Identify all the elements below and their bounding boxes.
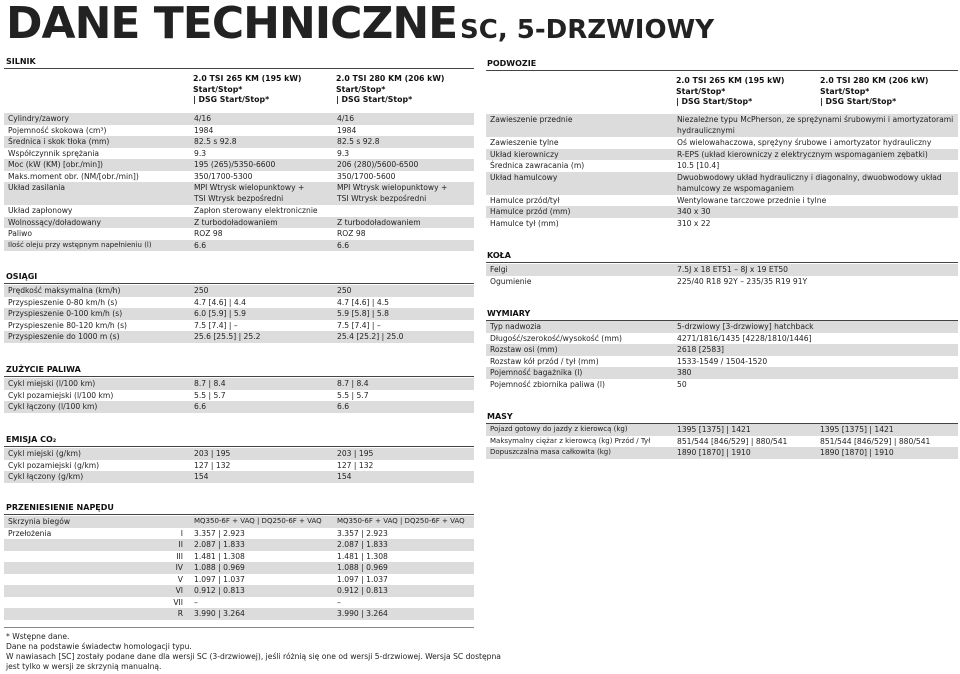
table-row [4,125,474,137]
row-label [4,574,156,586]
cell-value: 1395 [1375] | 1421 [672,424,815,436]
column-header-line: 2.0 TSI 280 KM (206 kW) [820,76,929,85]
cell-value: 0.912 | 0.813 [189,585,332,597]
row-label: Hamulce przód (mm) [486,206,672,218]
table-row [486,333,958,345]
cell-value: 1.088 | 0.969 [189,562,332,574]
table-row [486,218,958,230]
cell-value: MQ350-6F + VAQ | DQ250-6F + VAQ [332,516,474,528]
row-label: Ogumienie [486,276,672,288]
row-label: Cykl łączony (g/km) [4,471,189,483]
column-header-265 [676,76,784,108]
cell-value: 82.5 s 92.8 [332,136,474,148]
cell-value: Z turbodoładowaniem [189,217,332,229]
cell-value: 8.7 | 8.4 [332,378,474,390]
cell-value: 7.5 [7.4] | – [189,320,332,332]
row-label: Felgi [486,264,672,276]
cell-value: 6.6 [332,401,474,413]
cell-value: 1533-1549 / 1504-1520 [672,356,958,368]
row-label: Układ kierowniczy [486,149,672,161]
table-row [4,539,474,551]
cell-value: 1890 [1870] | 1910 [672,447,815,459]
row-label [4,551,156,563]
page-title [6,0,715,49]
table-row [4,390,474,402]
column-header-line: 2.0 TSI 265 KM (195 kW) [676,76,785,85]
section-rule [4,514,474,515]
cell-value: 225/40 R18 92Y – 235/35 R19 91Y [672,276,958,288]
row-label: Długość/szerokość/wysokość (mm) [486,333,672,345]
cell-value: 340 x 30 [672,206,958,218]
row-label: Prędkość maksymalna (km/h) [4,285,189,297]
cell-value: – [189,597,332,609]
row-label: Zawieszenie przednie [486,114,672,137]
cell-value: 9.3 [189,148,332,160]
table-row [486,424,958,436]
table-row [486,160,958,172]
section-heading-masy: MASY [487,412,513,421]
cell-value: 1.481 | 1.308 [332,551,474,563]
table-row [4,228,474,240]
cell-value: 2618 [2583] [672,344,958,356]
row-label: Średnica zawracania (m) [486,160,672,172]
cell-value: 154 [189,471,332,483]
cell-value: 851/544 [846/529] | 880/541 [815,436,958,448]
row-label: Moc (kW (KM) [obr./min]) [4,159,189,171]
row-label: Układ zasilania [4,182,189,205]
cell-value: Oś wielowahaczowa, sprężyny śrubowe i amortyzator hydrauliczny [672,137,958,149]
gear-label: VI [156,585,189,597]
table-row [486,447,958,459]
cell-value: 127 | 132 [189,460,332,472]
cell-value: 6.6 [189,401,332,413]
footnote-line: jest tylko w wersji ze skrzynią manualną. [6,662,162,671]
row-label [4,562,156,574]
table-row [4,113,474,125]
row-label: Średnica i skok tłoka (mm) [4,136,189,148]
cell-value: 206 (280)/5600-6500 [332,159,474,171]
cell-value: 4/16 [189,113,332,125]
row-label: Pojemność skokowa (cm³) [4,125,189,137]
cell-value: 250 [332,285,474,297]
cell-value: – [332,597,474,609]
column-header-280 [336,74,444,106]
table-row [4,471,474,483]
cell-value: 8.7 | 8.4 [189,378,332,390]
footnotes [6,632,501,672]
column-header-280 [820,76,928,108]
row-label [4,597,156,609]
section-rule [486,262,958,263]
row-label: Maksymalny ciężar z kierowcą (kg) Przód / Tył [486,436,672,448]
table-row [4,574,474,586]
section-heading-silnik: SILNIK [6,57,36,66]
table-row [4,401,474,413]
masy-table [486,424,958,459]
column-header-line: Start/Stop* [820,86,870,96]
row-label: Hamulce tył (mm) [486,218,672,230]
gear-label: VII [156,597,189,609]
cell-value: Z turbodoładowaniem [332,217,474,229]
row-label: Paliwo [4,228,189,240]
gear-label: II [156,539,189,551]
table-row [486,149,958,161]
table-row [486,172,958,195]
row-label: Przyspieszenie do 1000 m (s) [4,331,189,343]
cell-value: 250 [189,285,332,297]
naped-table [4,516,474,620]
table-row [486,264,958,276]
table-row [4,448,474,460]
cell-value: MPI Wtrysk wielopunktowy + TSI Wtrysk bezpośredni [332,182,474,205]
section-heading-podwozie: PODWOZIE [487,59,537,68]
gear-label: R [156,608,189,620]
row-label: Rozstaw osi (mm) [486,344,672,356]
table-row [486,436,958,448]
row-label [4,608,156,620]
section-rule [4,283,474,284]
cell-value: 310 x 22 [672,218,958,230]
row-label: Skrzynia biegów [4,516,156,528]
row-label: Rozstaw kół przód / tył (mm) [486,356,672,368]
column-header-line: | DSG Start/Stop* [336,95,413,104]
kola-table [486,264,958,287]
cell-value: Wentylowane tarczowe przednie i tylne [672,195,958,207]
table-row [486,195,958,207]
table-row [4,182,474,205]
emisja-table [4,448,474,483]
row-label: Hamulce przód/tył [486,195,672,207]
column-header-line: 2.0 TSI 265 KM (195 kW) [193,74,302,83]
cell-value: 5-drzwiowy [3-drzwiowy] hatchback [672,321,958,333]
cell-value: 82.5 s 92.8 [189,136,332,148]
cell-value: 4271/1816/1435 [4228/1810/1446] [672,333,958,345]
cell-value: 203 | 195 [332,448,474,460]
table-row [4,320,474,332]
cell-value: Dwuobwodowy układ hydrauliczny i diagonalny, dwuobwodowy układ hamulcowy ze wspomaganiem [672,172,958,195]
cell-value: 50 [672,379,958,391]
row-label: Przyspieszenie 0-80 km/h (s) [4,297,189,309]
cell-value: ROZ 98 [332,228,474,240]
footnote-line: W nawiasach [SC] zostały podane dane dla wersji SC (3-drzwiowej), jeśli różnią się one od wersji 5-drzwiowej. Wersja SC dostępna [6,652,501,661]
table-row [4,378,474,390]
column-header-line: Start/Stop* [676,86,726,96]
row-label: Ilość oleju przy wstępnym napełnieniu (l) [4,240,189,252]
cell-value: 203 | 195 [189,448,332,460]
cell-value: 5.5 | 5.7 [332,390,474,402]
row-label: Pojemność bagażnika (l) [486,367,672,379]
cell-value: 1984 [332,125,474,137]
page-title-main: DANE TECHNICZNE [6,0,458,49]
column-header-line: | DSG Start/Stop* [193,95,270,104]
table-row [4,217,474,229]
cell-value: 25.6 [25.5] | 25.2 [189,331,332,343]
table-row [4,516,474,528]
cell-value: MQ350-6F + VAQ | DQ250-6F + VAQ [189,516,332,528]
table-row [486,137,958,149]
cell-value: 1395 [1375] | 1421 [815,424,958,436]
cell-value: 127 | 132 [332,460,474,472]
cell-value: 7.5 [7.4] | – [332,320,474,332]
cell-value: 195 (265)/5350-6600 [189,159,332,171]
table-row [4,608,474,620]
table-row [4,551,474,563]
row-label: Typ nadwozia [486,321,672,333]
cell-value: 1.097 | 1.037 [332,574,474,586]
cell-value: 0.912 | 0.813 [332,585,474,597]
cell-value: R-EPS (układ kierowniczy z elektrycznym wspomaganiem zębatki) [672,149,958,161]
section-heading-kola: KOŁA [487,251,511,260]
cell-value: 154 [332,471,474,483]
column-header-265 [193,74,301,106]
table-row [4,331,474,343]
cell-value: 9.3 [332,148,474,160]
table-row [4,562,474,574]
cell-value: 4/16 [332,113,474,125]
section-rule [4,376,474,377]
cell-value: 2.087 | 1.833 [189,539,332,551]
cell-value: 6.6 [189,240,332,252]
section-heading-emisja: EMISJA CO₂ [6,435,57,444]
cell-value: 1.097 | 1.037 [189,574,332,586]
row-label: Przełożenia [4,528,156,540]
table-row [4,136,474,148]
row-label: Układ zapłonowy [4,205,189,217]
cell-value: Niezależne typu McPherson, ze sprężynami śrubowymi i amortyzatorami hydraulicznymi [672,114,958,137]
column-header-line: | DSG Start/Stop* [820,97,897,106]
osiagi-table [4,285,474,343]
cell-value: 2.087 | 1.833 [332,539,474,551]
table-row [4,297,474,309]
table-row [4,528,474,540]
row-label: Cylindry/zawory [4,113,189,125]
table-row [4,159,474,171]
row-label: Pojemność zbiornika paliwa (l) [486,379,672,391]
cell-value: 1890 [1870] | 1910 [815,447,958,459]
gear-label: I [156,528,189,540]
cell-value: 25.4 [25.2] | 25.0 [332,331,474,343]
cell-value: ROZ 98 [189,228,332,240]
section-rule [486,70,958,71]
cell-value: 6.0 [5.9] | 5.9 [189,308,332,320]
row-label: Maks.moment obr. (NM/[obr./min]) [4,171,189,183]
cell-value: Zapłon sterowany elektronicznie [189,205,474,217]
table-row [4,460,474,472]
table-row [486,114,958,137]
page-title-sub: SC, 5-DRZWIOWY [460,15,715,45]
row-label: Przyspieszenie 80-120 km/h (s) [4,320,189,332]
footnote-line: Dane na podstawie świadectw homologacji typu. [6,642,192,651]
gear-label [156,516,189,528]
column-header-line: Start/Stop* [336,84,386,94]
row-label: Układ hamulcowy [486,172,672,195]
row-label [4,539,156,551]
table-row [486,356,958,368]
row-label: Współczynnik sprężania [4,148,189,160]
column-header-line: | DSG Start/Stop* [676,97,753,106]
cell-value: 851/544 [846/529] | 880/541 [672,436,815,448]
cell-value: 10.5 [10.4] [672,160,958,172]
cell-value: 380 [672,367,958,379]
cell-value: 350/1700-5600 [332,171,474,183]
section-heading-zuzycie: ZUŻYCIE PALIWA [6,365,81,374]
section-heading-osiagi: OSIĄGI [6,272,38,281]
row-label: Cykl łączony (l/100 km) [4,401,189,413]
cell-value: 3.990 | 3.264 [332,608,474,620]
row-label: Cykl miejski (l/100 km) [4,378,189,390]
table-row [486,367,958,379]
cell-value: 350/1700-5300 [189,171,332,183]
table-row [486,379,958,391]
cell-value: 1.088 | 0.969 [332,562,474,574]
row-label: Cykl pozamiejski (l/100 km) [4,390,189,402]
cell-value: 6.6 [332,240,474,252]
table-row [486,276,958,288]
table-row [486,321,958,333]
row-label: Dopuszczalna masa całkowita (kg) [486,447,672,459]
cell-value: 5.9 [5.8] | 5.8 [332,308,474,320]
wymiary-table [486,321,958,390]
table-row [4,597,474,609]
table-row [4,171,474,183]
column-header-line: Start/Stop* [193,84,243,94]
cell-value: 4.7 [4.6] | 4.5 [332,297,474,309]
table-row [486,344,958,356]
silnik-table [4,113,474,251]
cell-value: 3.990 | 3.264 [189,608,332,620]
row-label: Pojazd gotowy do jazdy z kierowcą (kg) [486,424,672,436]
cell-value: 7.5J x 18 ET51 – 8J x 19 ET50 [672,264,958,276]
gear-label: III [156,551,189,563]
row-label: Cykl pozamiejski (g/km) [4,460,189,472]
table-row [4,205,474,217]
table-row [4,308,474,320]
table-row [4,585,474,597]
footnote-line: * Wstępne dane. [6,632,70,641]
section-heading-naped: PRZENIESIENIE NAPĘDU [6,503,114,512]
gear-label: V [156,574,189,586]
table-row [4,285,474,297]
cell-value: MPI Wtrysk wielopunktowy + TSI Wtrysk bezpośredni [189,182,332,205]
column-header-line: 2.0 TSI 280 KM (206 kW) [336,74,445,83]
row-label: Zawieszenie tylne [486,137,672,149]
cell-value: 5.5 | 5.7 [189,390,332,402]
table-row [486,206,958,218]
podwozie-table [486,114,958,229]
cell-value: 1.481 | 1.308 [189,551,332,563]
section-rule [4,446,474,447]
section-rule [4,68,474,69]
zuzycie-table [4,378,474,413]
cell-value: 3.357 | 2.923 [189,528,332,540]
cell-value: 3.357 | 2.923 [332,528,474,540]
row-label: Wolnossący/doładowany [4,217,189,229]
row-label [4,585,156,597]
table-row [4,148,474,160]
row-label: Przyspieszenie 0-100 km/h (s) [4,308,189,320]
section-heading-wymiary: WYMIARY [487,309,531,318]
footnote-rule [4,627,474,628]
row-label: Cykl miejski (g/km) [4,448,189,460]
cell-value: 1984 [189,125,332,137]
table-row [4,240,474,252]
cell-value: 4.7 [4.6] | 4.4 [189,297,332,309]
gear-label: IV [156,562,189,574]
